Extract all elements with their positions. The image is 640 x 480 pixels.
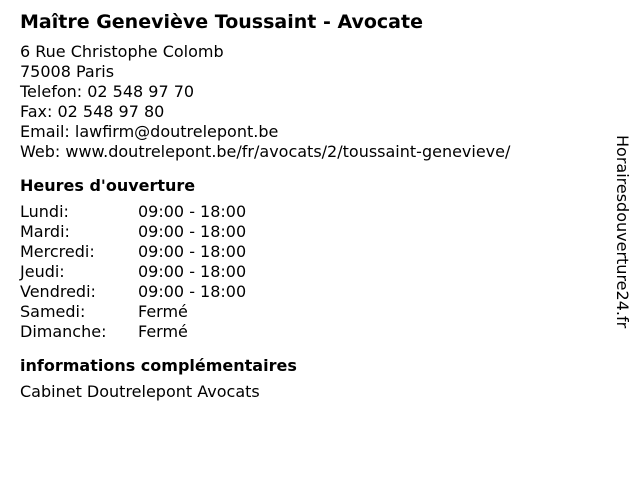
opening-hours-heading: Heures d'ouverture [20,176,196,195]
fax-number: Fax: 02 548 97 80 [20,102,165,121]
hours-row [20,262,246,282]
hours-time: 09:00 - 18:00 [138,222,247,241]
hours-row [20,242,246,262]
hours-day: Dimanche: [20,322,107,341]
hours-time: Fermé [138,322,188,341]
brand-watermark [612,135,632,370]
hours-day: Lundi: [20,202,69,221]
city-address: 75008 Paris [20,62,115,81]
hours-time: 09:00 - 18:00 [138,242,247,261]
additional-info-heading: informations complémentaires [20,356,297,375]
hours-day: Mercredi: [20,242,95,261]
hours-row [20,322,246,342]
hours-time: 09:00 - 18:00 [138,202,247,221]
brand-watermark-text: Horairesdouverture24.fr [613,135,632,329]
address-block [20,42,600,162]
hours-row [20,202,246,222]
hours-time: Fermé [138,302,188,321]
hours-day: Jeudi: [20,262,65,281]
phone-number[interactable]: Telefon: 02 548 97 70 [20,82,195,101]
opening-hours-table [20,202,246,342]
hours-time: 09:00 - 18:00 [138,282,247,301]
email-address[interactable]: Email: lawfirm@doutrelepont.be [20,122,279,141]
page-title: Maître Geneviève Toussaint - Avocate [20,11,423,33]
hours-time: 09:00 - 18:00 [138,262,247,281]
additional-info-text: Cabinet Doutrelepont Avocats [20,382,260,401]
website-link[interactable]: Web: www.doutrelepont.be/fr/avocats/2/toussaint-genevieve/ [20,142,511,161]
street-address: 6 Rue Christophe Colomb [20,42,224,61]
hours-day: Samedi: [20,302,86,321]
hours-day: Vendredi: [20,282,96,301]
hours-row [20,222,246,242]
business-card [20,10,600,402]
hours-row [20,302,246,322]
hours-day: Mardi: [20,222,70,241]
hours-row [20,282,246,302]
